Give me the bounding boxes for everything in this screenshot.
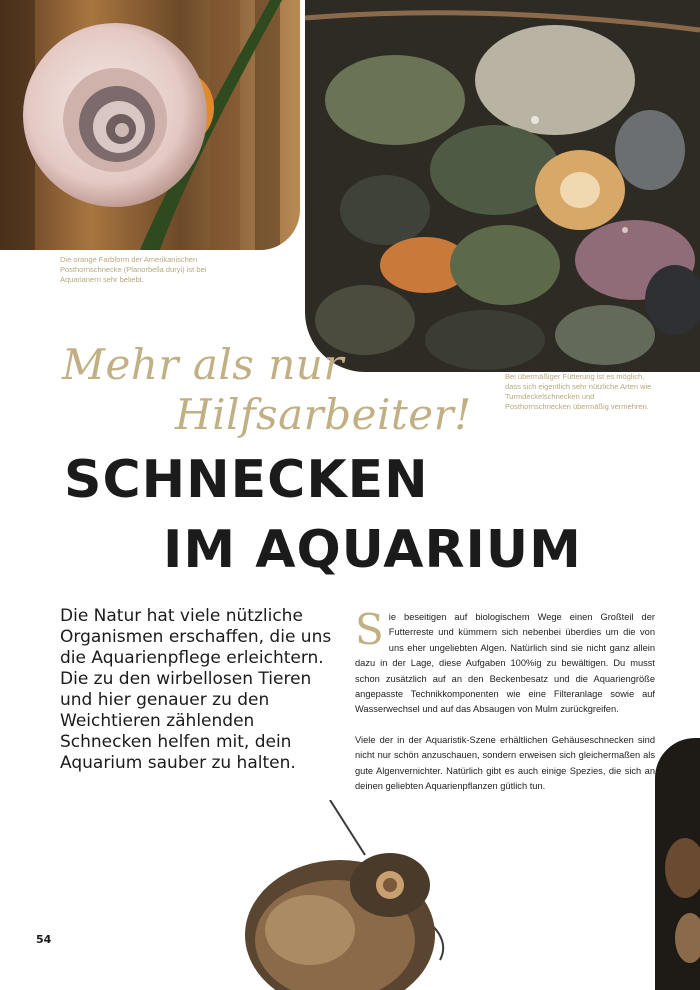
photo-caption-top-left: Die orange Farbform der Amerikanischen Posthornschnecke (Planorbella duryi) ist bei Aquarianern sehr beliebt.	[60, 255, 207, 284]
photo-caption-right: Bei übermäßiger Fütterung ist es möglich, dass sich eigentlich sehr nützliche Arten wie Turmdeckelschnecken und Posthornschnecken übermäßig vermehren.	[505, 372, 652, 411]
photo-ramshorn-snail	[0, 0, 300, 250]
intro-paragraph: Die Natur hat viele nützliche Organismen erschaffen, die uns die Aquarienpflege erleichtern. Die zu den wirbellosen Tieren und hier genauer zu den Weichtieren zählenden Schnecken helfen mit, dein Aquarium sauber zu halten.	[60, 606, 332, 773]
body-paragraph-2: Viele der in der Aquaristik-Szene erhältlichen Gehäuseschnecken sind nicht nur schön anzuschauen, sondern erweisen sich gleichermaßen als gute Algenvernichter. Natürlich gibt es auch einige Spezies, die sich an deinen geliebten Aquarienpflanzen gütlich tun.	[355, 734, 655, 792]
photo-edge-fragment	[655, 738, 700, 990]
headline-line-2: IM AQUARIUM	[163, 520, 582, 580]
subtitle-line-1: Mehr als nur	[62, 340, 344, 389]
body-paragraph-1	[355, 605, 655, 718]
photo-snail-pile	[305, 0, 700, 372]
body-column	[355, 605, 655, 809]
drop-cap: S	[355, 605, 384, 654]
headline-line-1: SCHNECKEN	[64, 450, 429, 510]
body-paragraph-1-text: ie beseitigen auf biologischem Wege einen Großteil der Futterreste und kümmern sich nebenbei überdies um die von uns eher ungeliebten Algen. Natürlich sind sie nicht ganz allein dazu in der Lage, diese Aufgaben 100%ig zu bewältigen. Du musst schon zusätzlich auf an den Beckenbesatz und die Aquariengröße angepasste Technikkomponenten wie eine Filteranlage sowie auf Wasserwechsel und auf das Absaugen von Mulm zurückgreifen.	[355, 612, 655, 715]
photo-snail-closeup	[230, 800, 450, 990]
subtitle-line-2: Hilfsarbeiter!	[175, 390, 472, 439]
page-number: 54	[36, 933, 52, 946]
